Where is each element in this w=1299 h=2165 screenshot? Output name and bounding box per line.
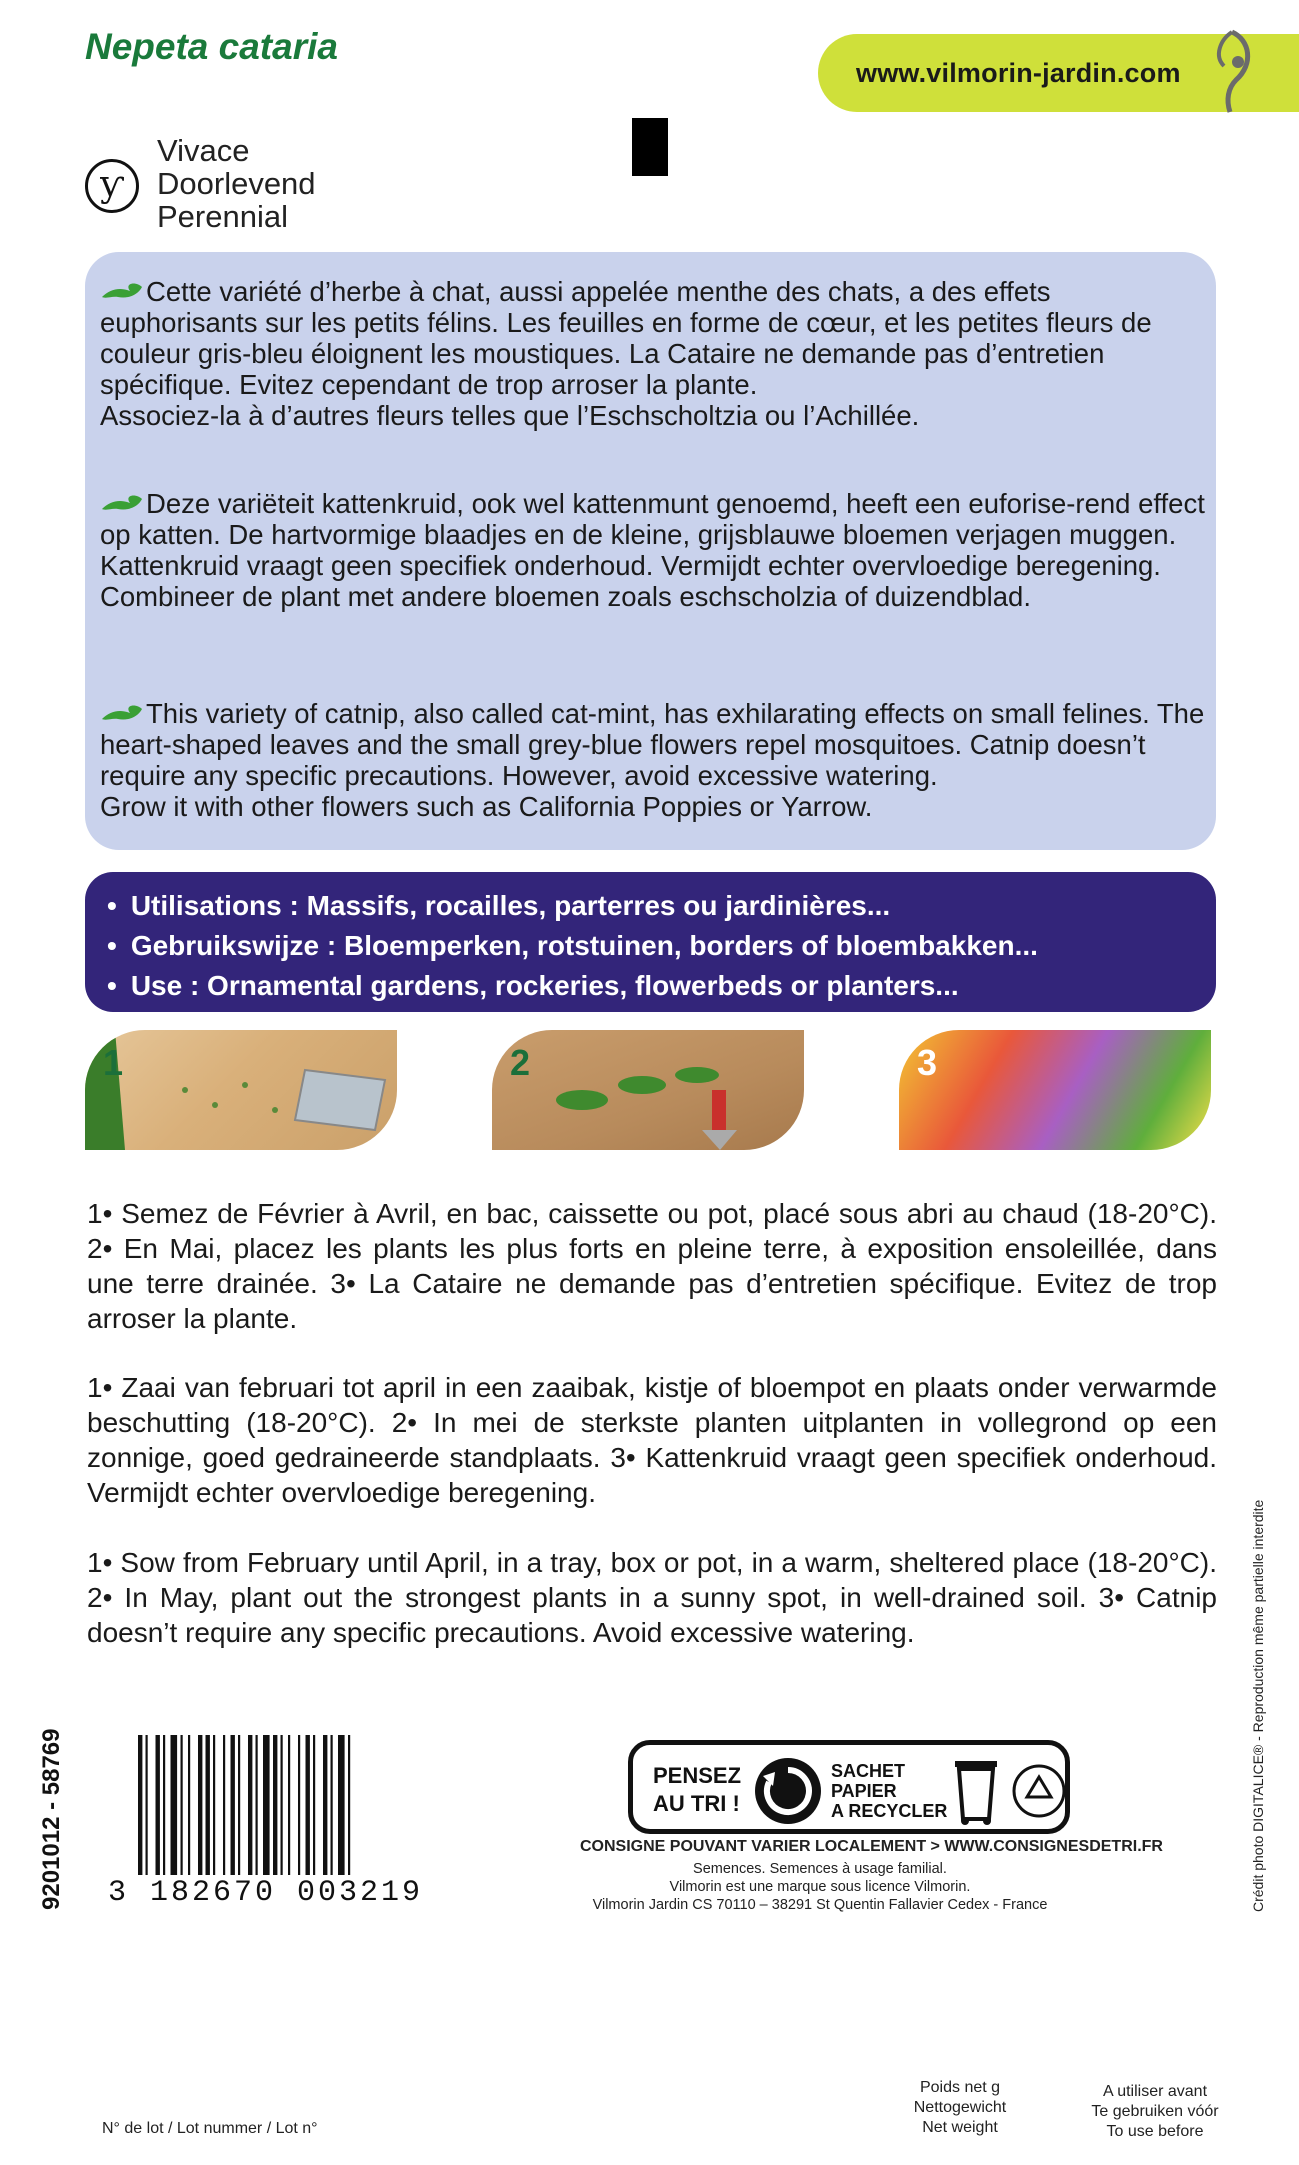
step-number: 2 [510, 1042, 531, 1083]
step-1-image [85, 1030, 397, 1150]
recycle-bin-icon [951, 1755, 1001, 1827]
print-registration-mark [632, 118, 668, 176]
recycle-arrow-icon [755, 1758, 821, 1824]
lot-number-label: N° de lot / Lot nummer / Lot n° [102, 2120, 318, 2137]
net-weight-label: Poids net g Nettogewicht Net weight [913, 2079, 1007, 2136]
perennial-label-fr: Vivace [157, 133, 250, 168]
step-number: 3 [917, 1042, 938, 1083]
uses-box [85, 872, 1216, 1012]
description-en: This variety of catnip, also called cat-mint, has exhilarating effects on small felines. The heart-shaped leaves and the small grey-blue flowers repel mosquitoes. Catnip doesn’t require any specific precautions. However, avoid excessive watering. Grow it with other flowers such as California Poppies or Yarrow. [100, 698, 1205, 822]
consigne-text: CONSIGNE POUVANT VARIER LOCALEMENT > WWW.CONSIGNESDETRI.FR [580, 1838, 1163, 1855]
instructions-nl: 1• Zaai van februari tot april in een zaaibak, kistje of bloempot en plaats onder verwarmde beschutting (18-20°C). 2• In mei de sterkste planten uitplanten in vollegrond op een zonnige, goed gedraineerde standplaats. 3• Kattenkruid vraagt geen specifiek onderhoud. Vermijdt echter overvloedige beregening. [87, 1372, 1217, 1508]
leaf-icon [100, 703, 144, 725]
perennial-label-nl: Doorlevend [157, 166, 316, 201]
description-en-2: Grow it with other flowers such as California Poppies or Yarrow. [100, 791, 873, 822]
description-fr-2: Associez-la à d’autres fleurs telles que l’Eschscholtzia ou l’Achillée. [100, 400, 920, 431]
step-2-image [492, 1030, 804, 1150]
species-name: Nepeta cataria [85, 26, 338, 67]
sowing-tray-illustration [85, 1030, 397, 1150]
product-code: 9201012 - 58769 [38, 1728, 65, 1910]
planting-illustration [492, 1030, 804, 1150]
website-tab[interactable] [818, 34, 1299, 112]
perennial-icon: ƴ [85, 159, 139, 213]
step-3-image [899, 1030, 1211, 1150]
triman-icon [1011, 1763, 1067, 1819]
description-fr: Cette variété d’herbe à chat, aussi appelée menthe des chats, a des effets euphorisants sur les petits félins. Les feuilles en forme de cœur, et les petites fleurs de couleur gris-bleu éloignent les moustiques. La Cataire ne demande pas d’entretien spécifique. Evitez cependant de trop arroser la plante. Associez-la à d’autres fleurs telles que l’Eschscholtzia ou l’Achillée. [100, 276, 1152, 431]
use-before-label: A utiliser avant Te gebruiken vóór To use before [1091, 2083, 1219, 2140]
vilmorin-leaf-logo [1202, 22, 1262, 118]
use-en: • Use : Ornamental gardens, rockeries, flowerbeds or planters... [107, 966, 1194, 1006]
triman-left-text: PENSEZ AU TRI ! [653, 1763, 742, 1816]
website-url[interactable]: www.vilmorin-jardin.com [856, 58, 1181, 88]
instructions-en: 1• Sow from February until April, in a tray, box or pot, in a warm, sheltered place (18-20°C). 2• In May, plant out the strongest plants in a sunny spot, in well-drained soil. 3• Catnip doesn’t require any specific precautions. Avoid excessive watering. [87, 1547, 1217, 1648]
leaf-icon [100, 493, 144, 515]
instructions-fr: 1• Semez de Février à Avril, en bac, caissette ou pot, placé sous abri au chaud (18-20°C). 2• En Mai, placez les plants les plus forts en pleine terre, à exposition ensoleillée, dans une terre drainée. 3• La Cataire ne demande pas d’entretien spécifique. Evitez de trop arroser la plante. [87, 1198, 1217, 1334]
use-fr: • Utilisations : Massifs, rocailles, parterres ou jardinières... [107, 886, 1194, 926]
description-nl: Deze variëteit kattenkruid, ook wel kattenmunt genoemd, heeft een euforise-rend effect op katten. De hartvormige blaadjes en de kleine, grijsblauwe bloemen verjagen muggen. Kattenkruid vraagt geen specifiek onderhoud. Vermijdt echter overvloedige beregening. Combineer de plant met andere bloemen zoals eschscholzia of duizendblad. [100, 488, 1205, 612]
description-nl-2: Combineer de plant met andere bloemen zoals eschscholzia of duizendblad. [100, 581, 1031, 612]
use-nl: • Gebruikswijze : Bloemperken, rotstuinen, borders of bloembakken... [107, 926, 1194, 966]
step-number: 1 [103, 1042, 124, 1083]
barcode [138, 1735, 400, 1875]
legal-text: Semences. Semences à usage familial. Vilmorin est une marque sous licence Vilmorin. Vilmorin Jardin CS 70110 – 38291 St Quentin Fallavier Cedex - France [592, 1861, 1048, 1913]
triman-right-text: SACHET PAPIER A RECYCLER [831, 1761, 948, 1821]
triman-recycling-logo [628, 1740, 1070, 1834]
barcode-digits: 3 182670 003219 [108, 1876, 424, 1910]
perennial-label-en: Perennial [157, 199, 288, 234]
leaf-icon [100, 281, 144, 303]
description-box [85, 252, 1216, 850]
photo-credit: Crédit photo DIGITALICE® - Reproduction même partielle interdite [1250, 1499, 1266, 1912]
